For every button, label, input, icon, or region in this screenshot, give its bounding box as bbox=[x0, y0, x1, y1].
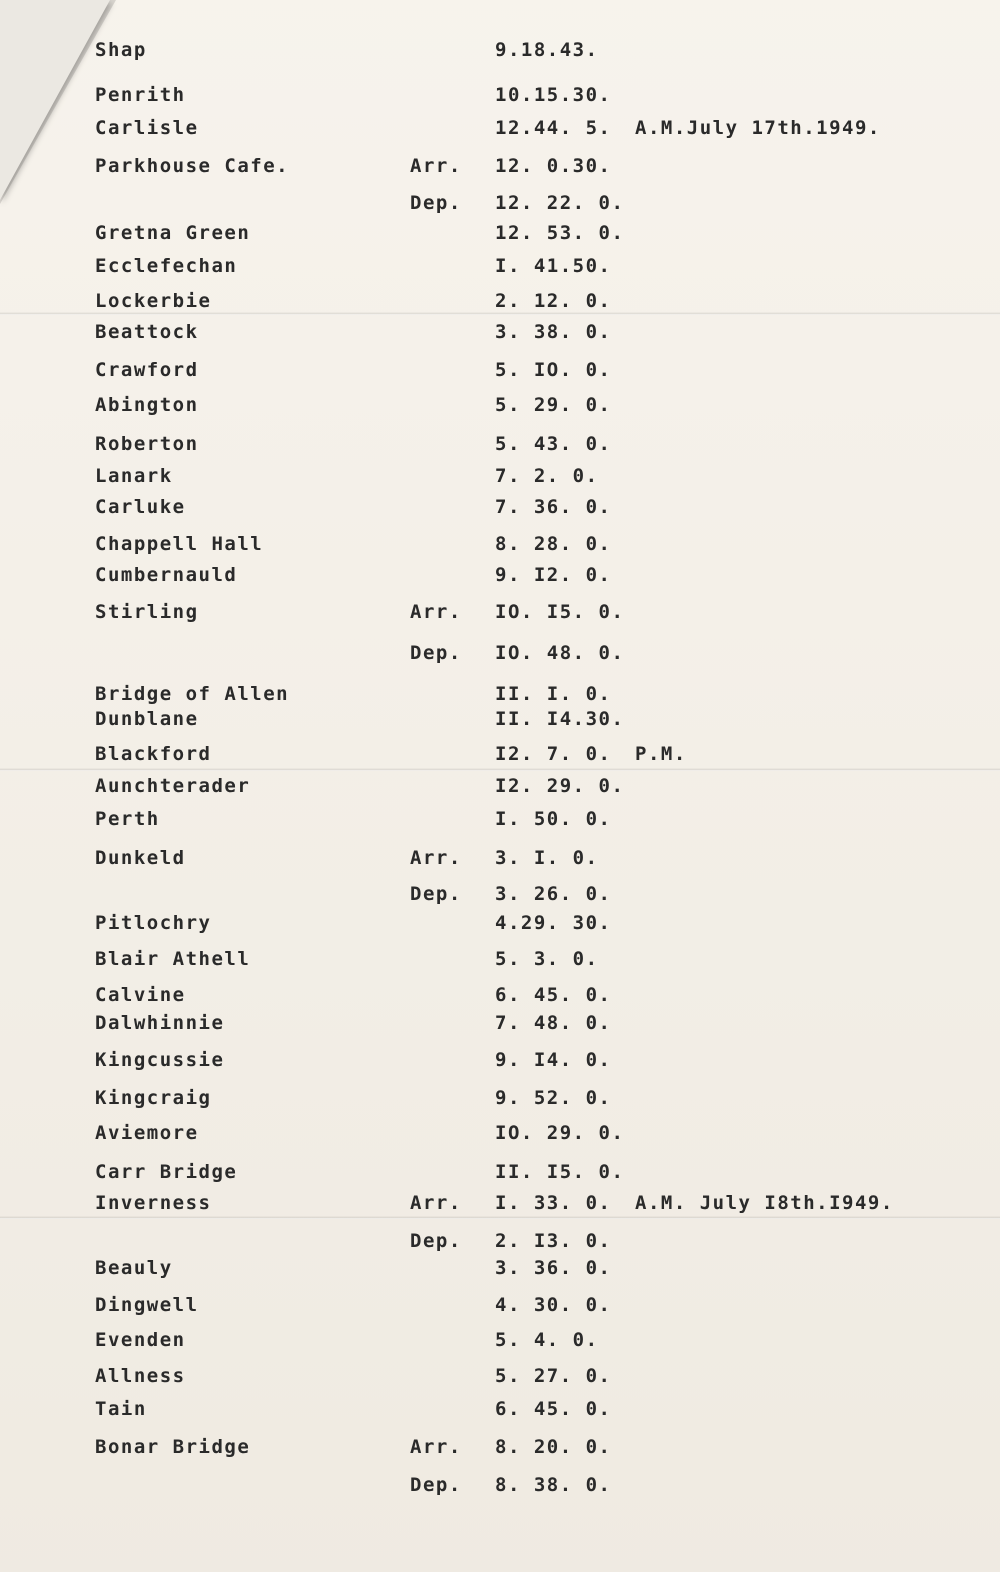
time-value: I. 33. 0. bbox=[495, 1192, 612, 1214]
place-name: Dunblane bbox=[95, 708, 199, 730]
place-name: Beattock bbox=[95, 321, 199, 343]
place-name: Penrith bbox=[95, 84, 186, 106]
time-value: 9. 52. 0. bbox=[495, 1087, 612, 1109]
time-value: 5. 4. 0. bbox=[495, 1329, 599, 1351]
time-value: 6. 45. 0. bbox=[495, 1398, 612, 1420]
place-name: Shap bbox=[95, 39, 147, 61]
fold-crease bbox=[0, 1216, 1000, 1219]
place-name: Dunkeld bbox=[95, 847, 186, 869]
arr-dep-mark: Arr. bbox=[410, 1192, 462, 1214]
arr-dep-mark: Arr. bbox=[410, 1436, 462, 1458]
itinerary-row bbox=[0, 1191, 1000, 1215]
itinerary-row bbox=[0, 1473, 1000, 1497]
time-note: A.M.July 17th.1949. bbox=[635, 117, 881, 139]
itinerary-row bbox=[0, 289, 1000, 313]
place-name: Blair Athell bbox=[95, 948, 251, 970]
place-name: Roberton bbox=[95, 433, 199, 455]
itinerary-row bbox=[0, 1364, 1000, 1388]
place-name: Carlisle bbox=[95, 117, 199, 139]
itinerary-row bbox=[0, 1048, 1000, 1072]
place-name: Stirling bbox=[95, 601, 199, 623]
place-name: Kingcussie bbox=[95, 1049, 225, 1071]
place-name: Parkhouse Cafe. bbox=[95, 155, 290, 177]
time-value: I2. 7. 0. bbox=[495, 743, 612, 765]
itinerary-row bbox=[0, 191, 1000, 215]
place-name: Ecclefechan bbox=[95, 255, 238, 277]
place-name: Inverness bbox=[95, 1192, 212, 1214]
itinerary-row bbox=[0, 221, 1000, 245]
fold-crease bbox=[0, 768, 1000, 771]
itinerary-row bbox=[0, 807, 1000, 831]
arr-dep-mark: Dep. bbox=[410, 642, 462, 664]
itinerary-row bbox=[0, 83, 1000, 107]
arr-dep-mark: Dep. bbox=[410, 1474, 462, 1496]
place-name: Carluke bbox=[95, 496, 186, 518]
itinerary-row bbox=[0, 1435, 1000, 1459]
place-name: Chappell Hall bbox=[95, 533, 264, 555]
itinerary-row bbox=[0, 495, 1000, 519]
time-value: 7. 2. 0. bbox=[495, 465, 599, 487]
time-value: 3. I. 0. bbox=[495, 847, 599, 869]
time-value: 5. 27. 0. bbox=[495, 1365, 612, 1387]
time-value: 4. 30. 0. bbox=[495, 1294, 612, 1316]
itinerary-row bbox=[0, 707, 1000, 731]
place-name: Crawford bbox=[95, 359, 199, 381]
itinerary-row bbox=[0, 682, 1000, 706]
place-name: Lockerbie bbox=[95, 290, 212, 312]
time-value: 10.15.30. bbox=[495, 84, 612, 106]
arr-dep-mark: Dep. bbox=[410, 883, 462, 905]
time-value: 4.29. 30. bbox=[495, 912, 612, 934]
time-value: 3. 36. 0. bbox=[495, 1257, 612, 1279]
itinerary-row bbox=[0, 947, 1000, 971]
place-name: Bonar Bridge bbox=[95, 1436, 251, 1458]
itinerary-row bbox=[0, 1293, 1000, 1317]
time-value: 9.18.43. bbox=[495, 39, 599, 61]
time-value: 12.44. 5. bbox=[495, 117, 612, 139]
itinerary-row bbox=[0, 1121, 1000, 1145]
place-name: Blackford bbox=[95, 743, 212, 765]
itinerary-row bbox=[0, 38, 1000, 62]
itinerary-row bbox=[0, 983, 1000, 1007]
itinerary-row bbox=[0, 154, 1000, 178]
time-value: I2. 29. 0. bbox=[495, 775, 625, 797]
time-value: IO. 29. 0. bbox=[495, 1122, 625, 1144]
place-name: Perth bbox=[95, 808, 160, 830]
time-value: IO. 48. 0. bbox=[495, 642, 625, 664]
place-name: Tain bbox=[95, 1398, 147, 1420]
itinerary-row bbox=[0, 432, 1000, 456]
time-value: 7. 48. 0. bbox=[495, 1012, 612, 1034]
time-value: 6. 45. 0. bbox=[495, 984, 612, 1006]
time-value: 5. 43. 0. bbox=[495, 433, 612, 455]
time-value: 7. 36. 0. bbox=[495, 496, 612, 518]
arr-dep-mark: Arr. bbox=[410, 155, 462, 177]
itinerary-row bbox=[0, 532, 1000, 556]
time-value: I. 41.50. bbox=[495, 255, 612, 277]
itinerary-row bbox=[0, 742, 1000, 766]
time-value: 9. I2. 0. bbox=[495, 564, 612, 586]
time-value: 2. 12. 0. bbox=[495, 290, 612, 312]
itinerary-row bbox=[0, 116, 1000, 140]
itinerary-row bbox=[0, 1086, 1000, 1110]
time-value: II. I. 0. bbox=[495, 683, 612, 705]
time-value: 8. 28. 0. bbox=[495, 533, 612, 555]
place-name: Bridge of Allen bbox=[95, 683, 290, 705]
itinerary-row bbox=[0, 464, 1000, 488]
itinerary-row bbox=[0, 1256, 1000, 1280]
place-name: Allness bbox=[95, 1365, 186, 1387]
itinerary-row bbox=[0, 641, 1000, 665]
place-name: Dalwhinnie bbox=[95, 1012, 225, 1034]
time-value: 3. 38. 0. bbox=[495, 321, 612, 343]
time-note: P.M. bbox=[635, 743, 687, 765]
time-value: 12. 53. 0. bbox=[495, 222, 625, 244]
itinerary-row bbox=[0, 1160, 1000, 1184]
place-name: Carr Bridge bbox=[95, 1161, 238, 1183]
time-value: 2. I3. 0. bbox=[495, 1230, 612, 1252]
time-value: 8. 20. 0. bbox=[495, 1436, 612, 1458]
itinerary-row bbox=[0, 320, 1000, 344]
itinerary-row bbox=[0, 911, 1000, 935]
arr-dep-mark: Dep. bbox=[410, 1230, 462, 1252]
itinerary-row bbox=[0, 1229, 1000, 1253]
time-value: 9. I4. 0. bbox=[495, 1049, 612, 1071]
itinerary-row bbox=[0, 1328, 1000, 1352]
place-name: Aunchterader bbox=[95, 775, 251, 797]
arr-dep-mark: Dep. bbox=[410, 192, 462, 214]
time-value: IO. I5. 0. bbox=[495, 601, 625, 623]
itinerary-row bbox=[0, 882, 1000, 906]
time-note: A.M. July I8th.I949. bbox=[635, 1192, 894, 1214]
place-name: Calvine bbox=[95, 984, 186, 1006]
itinerary-row bbox=[0, 393, 1000, 417]
place-name: Beauly bbox=[95, 1257, 173, 1279]
itinerary-row bbox=[0, 563, 1000, 587]
time-value: 5. IO. 0. bbox=[495, 359, 612, 381]
place-name: Pitlochry bbox=[95, 912, 212, 934]
itinerary-row bbox=[0, 774, 1000, 798]
place-name: Evenden bbox=[95, 1329, 186, 1351]
itinerary-row bbox=[0, 1397, 1000, 1421]
arr-dep-mark: Arr. bbox=[410, 601, 462, 623]
time-value: 12. 0.30. bbox=[495, 155, 612, 177]
time-value: II. I5. 0. bbox=[495, 1161, 625, 1183]
place-name: Abington bbox=[95, 394, 199, 416]
time-value: II. I4.30. bbox=[495, 708, 625, 730]
itinerary-row bbox=[0, 254, 1000, 278]
time-value: I. 50. 0. bbox=[495, 808, 612, 830]
time-value: 5. 3. 0. bbox=[495, 948, 599, 970]
place-name: Gretna Green bbox=[95, 222, 251, 244]
time-value: 12. 22. 0. bbox=[495, 192, 625, 214]
place-name: Cumbernauld bbox=[95, 564, 238, 586]
place-name: Lanark bbox=[95, 465, 173, 487]
itinerary-row bbox=[0, 600, 1000, 624]
itinerary-row bbox=[0, 846, 1000, 870]
time-value: 5. 29. 0. bbox=[495, 394, 612, 416]
place-name: Dingwell bbox=[95, 1294, 199, 1316]
itinerary-row bbox=[0, 1011, 1000, 1035]
place-name: Aviemore bbox=[95, 1122, 199, 1144]
time-value: 3. 26. 0. bbox=[495, 883, 612, 905]
time-value: 8. 38. 0. bbox=[495, 1474, 612, 1496]
itinerary-row bbox=[0, 358, 1000, 382]
place-name: Kingcraig bbox=[95, 1087, 212, 1109]
arr-dep-mark: Arr. bbox=[410, 847, 462, 869]
